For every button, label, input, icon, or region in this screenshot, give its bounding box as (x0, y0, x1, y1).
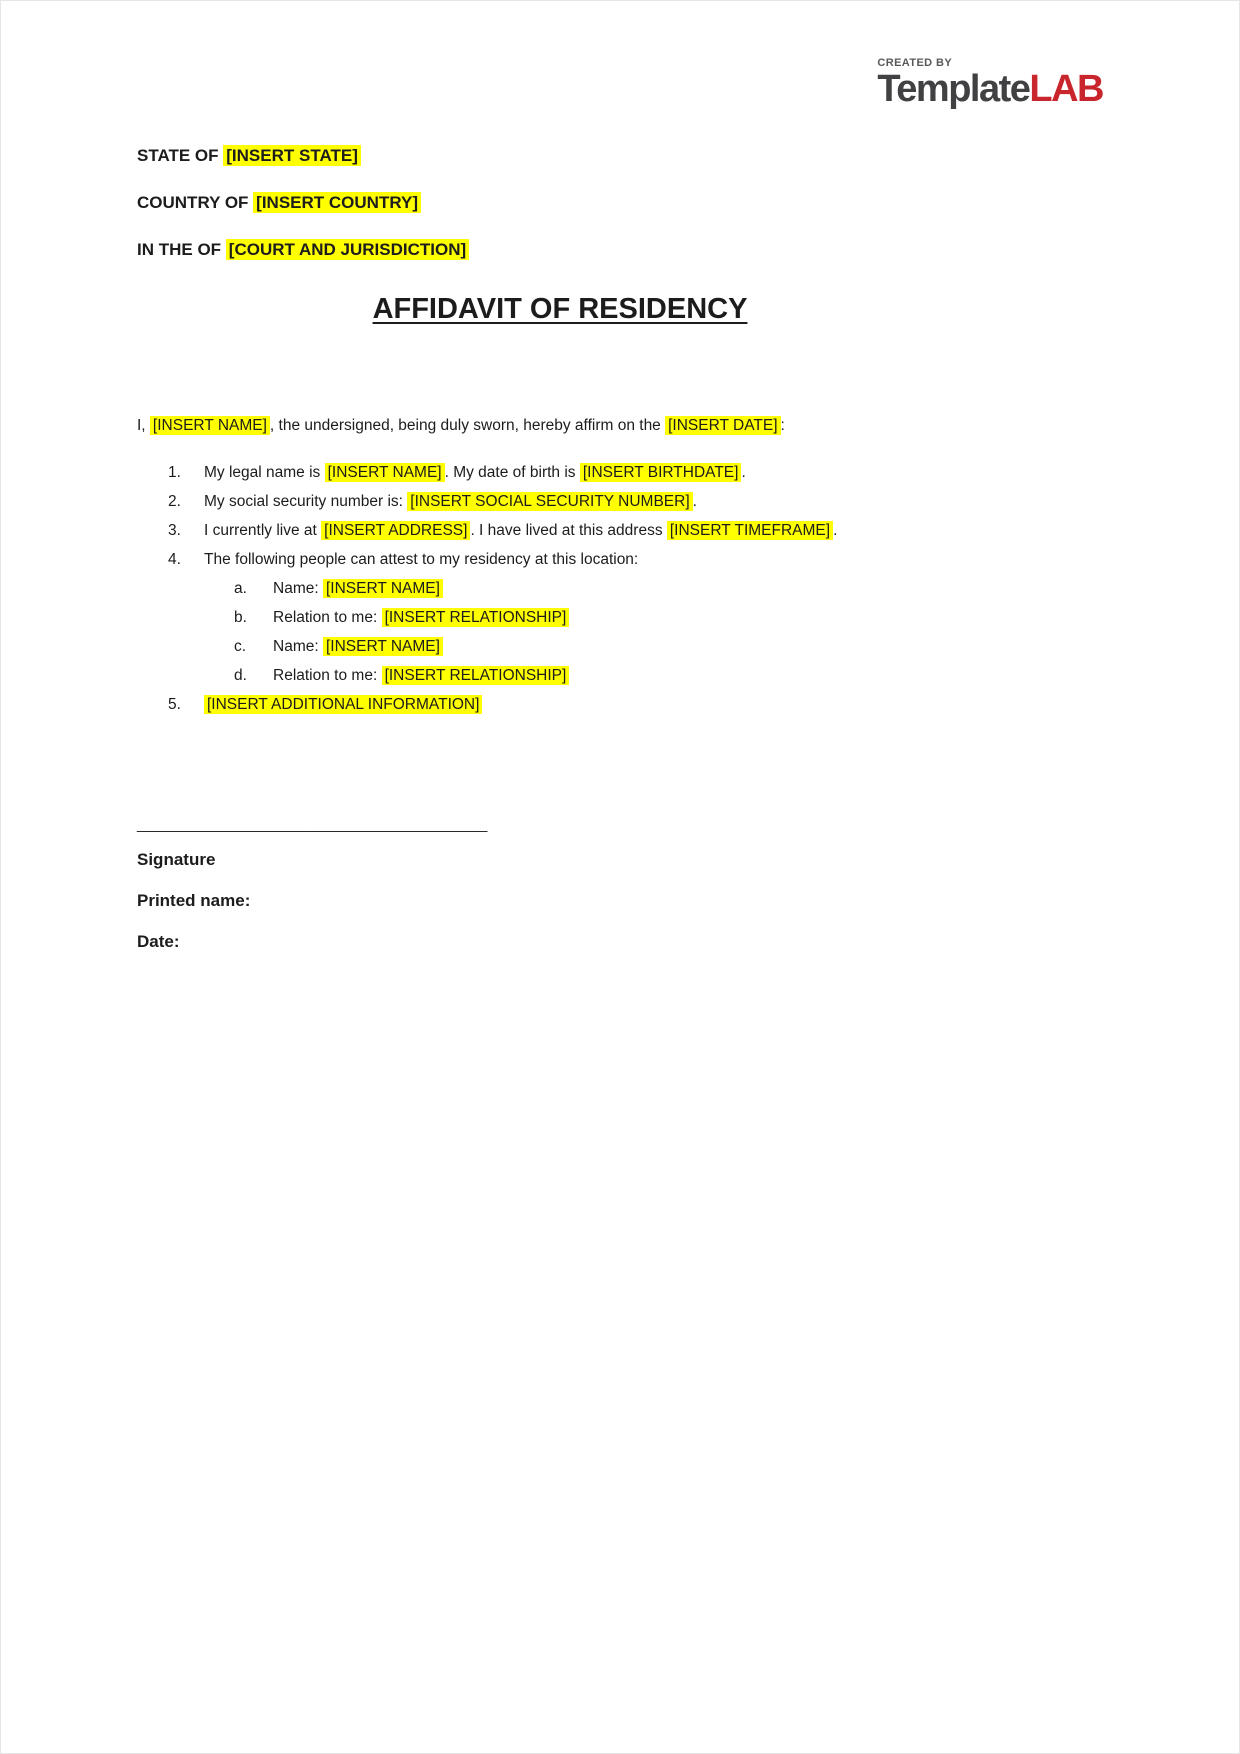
item-4d-relationship-placeholder: [INSERT RELATIONSHIP] (382, 666, 570, 685)
state-label: STATE OF (137, 146, 224, 165)
state-line (137, 145, 1103, 167)
item-4c-letter: c. (234, 638, 247, 655)
intro-text-1: I, (137, 417, 150, 434)
item-1-name-placeholder: [INSERT NAME] (325, 463, 445, 482)
list-item-4 (137, 545, 1103, 574)
caption-block (137, 145, 1103, 261)
item-3-text-2: . I have lived at this address (470, 522, 667, 539)
affidavit-list (137, 458, 1103, 719)
item-3-address-placeholder: [INSERT ADDRESS] (321, 521, 470, 540)
court-line (137, 239, 1103, 261)
state-placeholder: [INSERT STATE] (223, 145, 361, 166)
item-2-number: 2. (168, 493, 181, 510)
item-3-number: 3. (168, 522, 181, 539)
item-4a-name-placeholder: [INSERT NAME] (323, 579, 443, 598)
item-4b-letter: b. (234, 609, 247, 626)
item-2-text-2: . (692, 493, 697, 510)
document-title: AFFIDAVIT OF RESIDENCY (372, 293, 748, 325)
item-4-number: 4. (168, 551, 181, 568)
item-4b-label: Relation to me: (273, 609, 382, 626)
item-1-birthdate-placeholder: [INSERT BIRTHDATE] (580, 463, 742, 482)
intro-date-placeholder: [INSERT DATE] (665, 416, 780, 435)
item-5-number: 5. (168, 696, 181, 713)
logo-created-by-text: CREATED BY (877, 57, 953, 69)
templatelab-logo (877, 57, 1103, 109)
item-3-timeframe-placeholder: [INSERT TIMEFRAME] (667, 521, 833, 540)
item-4d-label: Relation to me: (273, 667, 382, 684)
item-1-text-2: . My date of birth is (444, 464, 580, 481)
item-2-text-1: My social security number is: (204, 493, 408, 510)
country-line (137, 192, 1103, 214)
item-4b-relationship-placeholder: [INSERT RELATIONSHIP] (382, 608, 570, 627)
logo-brand-lab: LAB (1029, 68, 1103, 110)
item-4a-label: Name: (273, 580, 323, 597)
logo-brand-template: Template (877, 68, 1030, 110)
court-label: IN THE OF (137, 240, 226, 259)
printed-name-label: Printed name: (137, 891, 251, 910)
list-item-1 (137, 458, 1103, 487)
item-4a-letter: a. (234, 580, 247, 597)
list-item-4b (137, 603, 1103, 632)
date-label: Date: (137, 932, 180, 951)
item-3-text-1: I currently live at (204, 522, 322, 539)
item-1-text-3: . (741, 464, 746, 481)
intro-text-3: : (780, 417, 785, 434)
item-4c-name-placeholder: [INSERT NAME] (323, 637, 443, 656)
list-item-5 (137, 690, 1103, 719)
signature-line: __________________________________________ (137, 816, 488, 833)
item-2-ssn-placeholder: [INSERT SOCIAL SECURITY NUMBER] (407, 492, 692, 511)
intro-text-2: , the undersigned, being duly sworn, hereby affirm on the (269, 417, 666, 434)
item-4c-label: Name: (273, 638, 323, 655)
item-1-number: 1. (168, 464, 181, 481)
list-item-4d (137, 661, 1103, 690)
logo-brand-text (877, 69, 1103, 109)
item-5-additional-info-placeholder: [INSERT ADDITIONAL INFORMATION] (204, 695, 482, 714)
signature-label: Signature (137, 850, 216, 869)
intro-name-placeholder: [INSERT NAME] (150, 416, 270, 435)
list-item-2 (137, 487, 1103, 516)
item-3-text-3: . (833, 522, 838, 539)
list-item-4a (137, 574, 1103, 603)
list-item-4c (137, 632, 1103, 661)
logo-area (137, 57, 1103, 109)
country-label: COUNTRY OF (137, 193, 254, 212)
list-item-3 (137, 516, 1103, 545)
item-4d-letter: d. (234, 667, 247, 684)
item-4-text: The following people can attest to my residency at this location: (204, 551, 639, 568)
court-placeholder: [COURT AND JURISDICTION] (226, 239, 469, 260)
item-1-text-1: My legal name is (204, 464, 325, 481)
country-placeholder: [INSERT COUNTRY] (253, 192, 421, 213)
intro-paragraph (137, 411, 1103, 440)
